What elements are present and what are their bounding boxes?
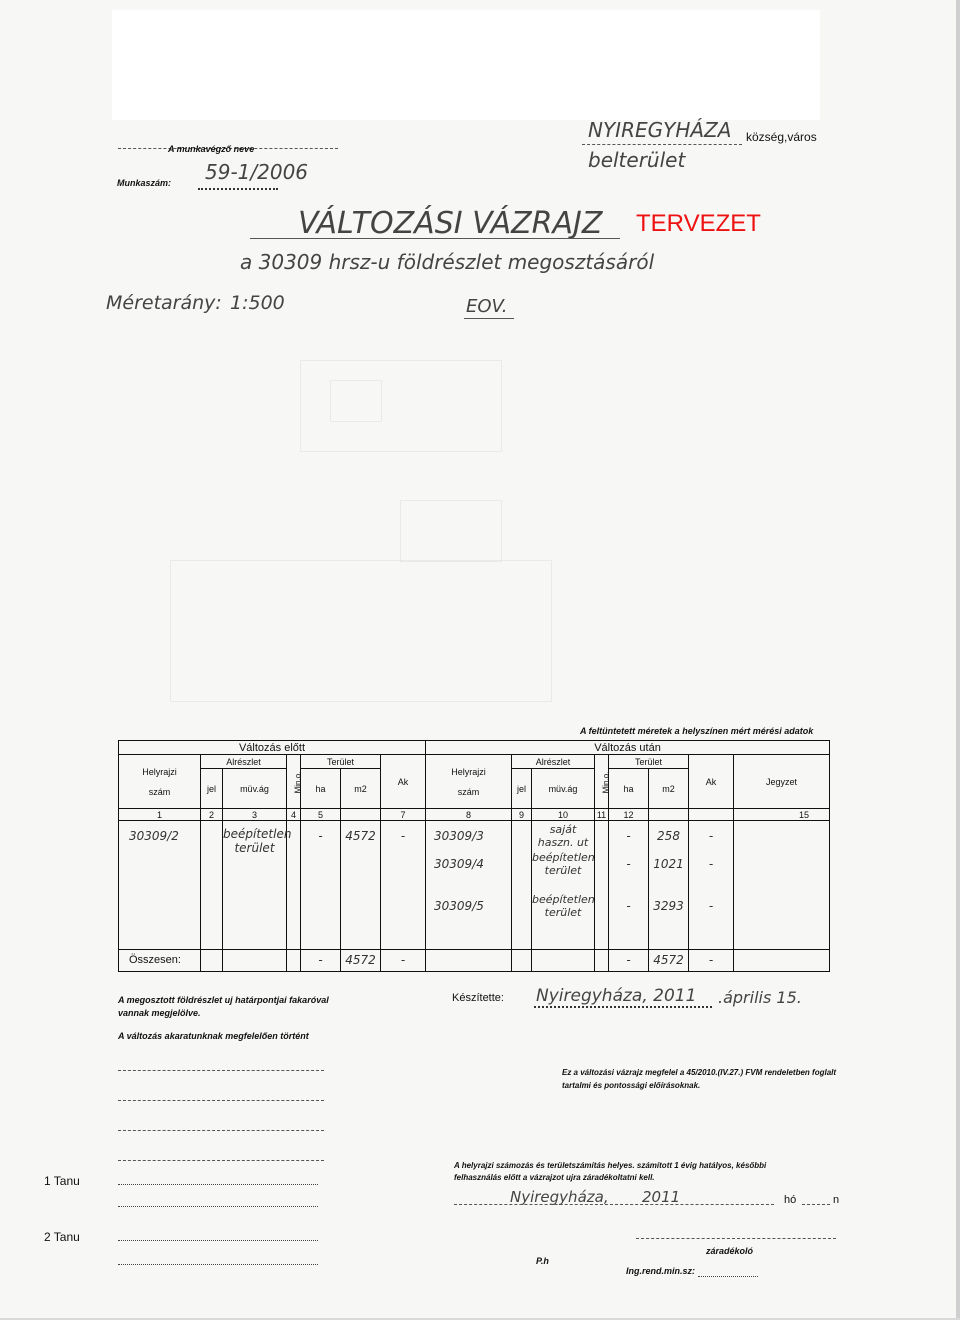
table-note: A feltüntetett méretek a helyszínen mért mérési adatok [580,726,814,736]
witness-1-line-a [118,1184,318,1185]
witness-2-line-a [118,1240,318,1241]
change-table [118,740,830,972]
after-m2-3: 3293 [653,899,684,914]
scale-value: 1:500 [230,292,285,314]
witness-1-line-b [118,1206,318,1207]
minosegi-header-before: Min.o. [287,755,301,809]
ak-header-before: Ak [381,755,426,809]
witness-2-line-b [118,1264,318,1265]
city-name: NYIREGYHÁZA [588,118,732,142]
made-by-label: Készítette: [452,992,504,1004]
column-number-row: 1 2 3 4 5 7 8 9 10 11 12 15 [119,809,830,821]
alreszlet-header-after: Alrészlet [512,755,595,769]
after-muvag-3: beépítetlen terület [532,893,595,920]
jel-header-after: jel [512,769,532,809]
verification-place: Nyiregyháza, [510,1188,609,1206]
after-hrsz-1: 30309/3 [434,829,484,844]
witness-1-label: 1 Tanu [44,1174,80,1188]
muvag-header-after: müv.ág [532,769,595,809]
jel-header-before: jel [201,769,223,809]
made-place: Nyiregyháza, 2011 [536,986,697,1006]
worknum-label: Munkaszám: [117,178,172,188]
signature-line-1 [118,1070,324,1071]
muvag-header-before: müv.ág [223,769,287,809]
after-header: Változás után [426,741,830,755]
signature-line-4 [118,1160,324,1161]
verification-note: A helyrajzi számozás és területszámítás helyes. számított 1 évig hatályos, későbbi felhasználás előtt a vázrajzot ujra záradékoltatni kell. [454,1161,767,1182]
marker-note: A megosztott földrészlet uj határpontjai fakaróval vannak megjelölve. [118,995,329,1018]
month-label: hó [784,1194,797,1206]
projection: EOV. [466,296,508,317]
closer-label: záradékoló [706,1246,754,1256]
made-date: .április 15. [718,988,802,1007]
after-hrsz-3: 30309/5 [434,899,484,914]
hrsz-header-before: Helyrajzi szám [119,755,201,809]
signature-line-2 [118,1100,324,1101]
day-line [802,1204,830,1205]
scale-label: Méretarány: [106,292,222,314]
registration-line [698,1276,758,1277]
day-label: n [833,1194,840,1206]
total-row: Összesen: - 4572 - - 4572 - [119,949,830,971]
made-place-dots [534,1006,712,1008]
worknum-value: 59-1/2006 [205,160,309,184]
after-m2-2: 1021 [653,857,684,872]
city-suffix: község,város [746,130,817,144]
before-header: Változás előtt [119,741,426,755]
registration-label: Ing.rend.min.sz: [626,1266,696,1276]
draft-label: TERVEZET [636,210,761,237]
verification-date-line [454,1204,774,1205]
projection-underline [464,318,514,319]
m2-header-before: m2 [341,769,381,809]
worknum-dots [198,184,278,190]
m2-header-after: m2 [649,769,689,809]
area-name: belterület [588,148,686,172]
title-underline [250,238,620,239]
closer-line [636,1238,836,1239]
ak-header-after: Ak [689,755,734,809]
after-muvag-1: saját haszn. ut [537,823,589,850]
jegyzet-header: Jegyzet [734,755,830,809]
signature-line-3 [118,1130,324,1131]
terulet-header-after: Terület [609,755,689,769]
regulation-note: Ez a változási vázrajz megfelel a 45/2010.(IV.27.) FVM rendeletben foglalt tartalmi és pontossági előírásoknak. [562,1068,837,1090]
worker-label: A munkavégző neve [168,144,255,154]
subtitle: a 30309 hrsz-u földrészlet megosztásáról [240,250,655,274]
ha-header-after: ha [609,769,649,809]
ha-header-before: ha [301,769,341,809]
after-hrsz-2: 30309/4 [434,857,484,872]
table-row: 30309/2 beépítetlen terület - 4572 - 30309/3 30309/4 30309/5 saját haszn. ut beépítetlen terület beépítetlen terület - - - 258 1021 3293 - - - [119,821,830,950]
will-note: A változás akaratunknak megfelelően történt [118,1031,309,1041]
page-title: VÁLTOZÁSI VÁZRAJZ [298,206,603,241]
witness-2-label: 2 Tanu [44,1230,80,1244]
stamp-label: P.h [536,1256,549,1266]
city-line [582,138,742,145]
verification-year: 2011 [642,1188,681,1206]
after-muvag-2: beépítetlen terület [532,851,595,878]
after-m2-1: 258 [657,829,680,844]
terulet-header-before: Terület [301,755,381,769]
hrsz-header-after: Helyrajzi szám [426,755,512,809]
minosegi-header-after: Min.o. [595,755,609,809]
alreszlet-header-before: Alrészlet [201,755,287,769]
redaction-box [112,10,820,120]
